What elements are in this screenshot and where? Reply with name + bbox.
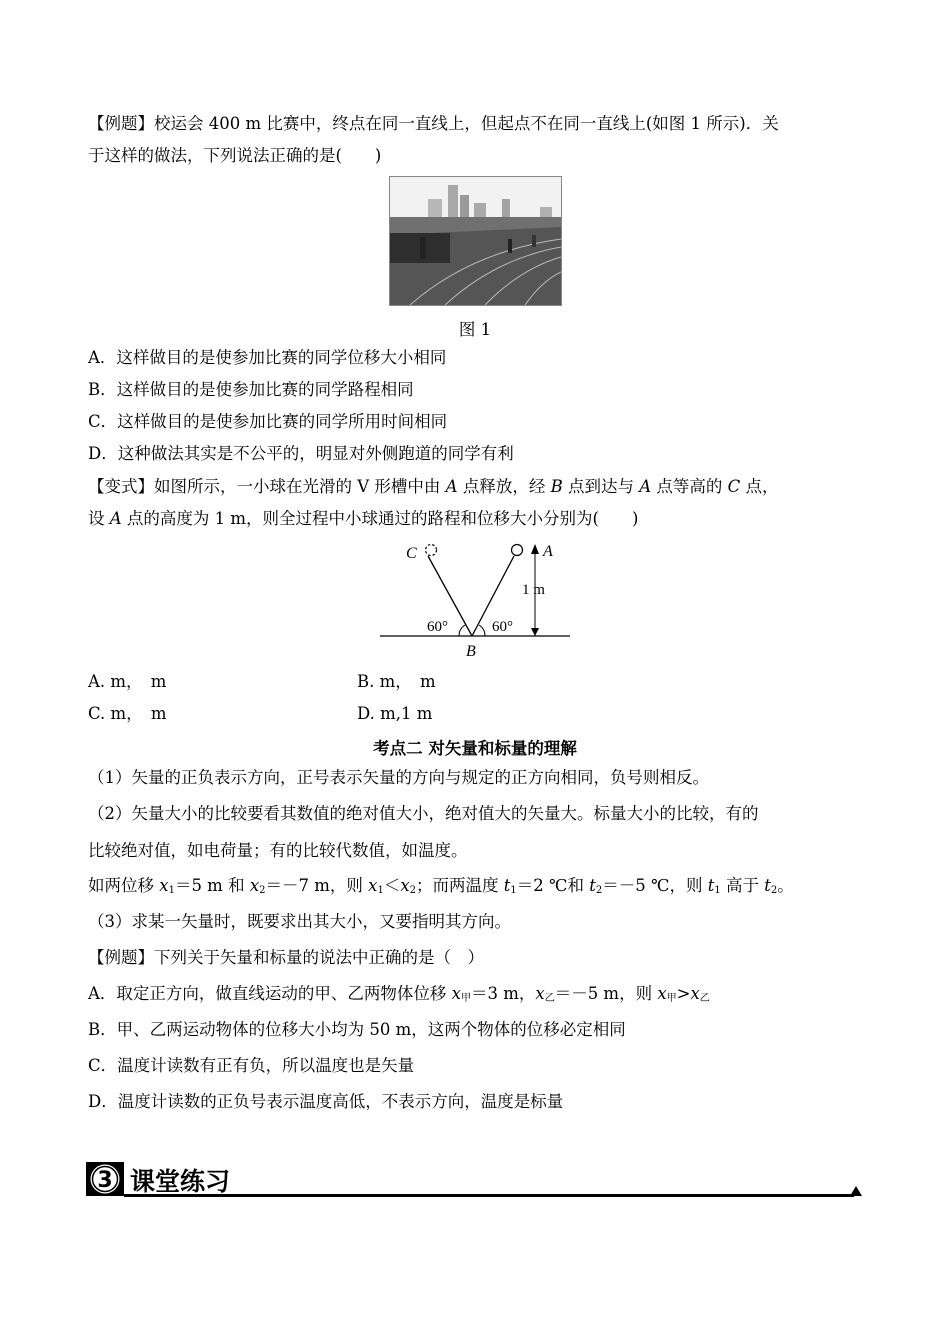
example2-option-b: B．甲、乙两运动物体的位移大小均为 50 m，这两个物体的位移必定相同: [88, 1020, 626, 1039]
variant-line1: 【变式】如图所示，一小球在光滑的 V 形槽中由 A 点释放，经 B 点到达与 A 点等高的 C 点，: [88, 477, 779, 496]
example1-line2: 于这样的做法，下列说法正确的是( ): [88, 146, 382, 165]
track-race-photo: [389, 176, 562, 306]
section2-title: 考点二 对矢量和标量的理解: [373, 739, 577, 758]
section3-title: 课堂练习: [130, 1167, 231, 1196]
example1-option-a: A．这样做目的是使参加比赛的同学位移大小相同: [88, 348, 447, 367]
label-b: B: [466, 643, 476, 660]
section2-point2b: 比较绝对值，如电荷量；有的比较代数值，如温度。: [88, 841, 468, 860]
example1-line1: 【例题】校运会 400 m 比赛中，终点在同一直线上，但起点不在同一直线上(如图 1 所示)．关: [88, 114, 779, 133]
variant-line2: 设 A 点的高度为 1 m，则全过程中小球通过的路程和位移大小分别为( ): [88, 509, 639, 528]
label-c: C: [406, 545, 417, 562]
section3-number: 3: [97, 1168, 113, 1193]
angle-right: 60°: [492, 619, 513, 635]
example2-option-d: D．温度计读数的正负号表示温度高低，不表示方向，温度是标量: [88, 1092, 564, 1111]
example2-option-a: A．取定正方向，做直线运动的甲、乙两物体位移 $x_甲=3$ m，$x_乙=-5$ m，则 $x_甲>x_乙$: [88, 984, 710, 1004]
example1-option-b: B．这样做目的是使参加比赛的同学路程相同: [88, 380, 414, 399]
variant-option-c: C. m， m: [88, 704, 167, 723]
label-a: A: [543, 543, 553, 560]
section2-point2a: （2）矢量大小的比较要看其数值的绝对值大小，绝对值大的矢量大。标量大小的比较，有的: [88, 804, 759, 823]
section2-point1: （1）矢量的正负表示方向，正号表示矢量的方向与规定的正方向相同，负号则相反。: [88, 768, 709, 787]
variant-option-a: A. m， m: [88, 672, 167, 691]
section3-header: [86, 1160, 866, 1200]
variant-option-b: B. m， m: [357, 672, 436, 691]
section2-example: 如两位移 $x_1=5$ m 和 $x_2=-7$ m，则 $x_1<x_2$；而两温度 $t_1=2$ ℃和 $t_2=-5$ ℃，则 $t_1$ 高于 $t_2$。: [88, 876, 794, 896]
angle-left: 60°: [427, 619, 448, 635]
height-label: 1 m: [522, 582, 545, 598]
example1-option-c: C．这样做目的是使参加比赛的同学所用时间相同: [88, 412, 448, 431]
figure-caption: 图 1: [458, 320, 492, 339]
example2-stem: 【例题】下列关于矢量和标量的说法中正确的是（ ）: [88, 948, 484, 967]
v-groove-diagram: [380, 538, 570, 662]
example2-option-c: C．温度计读数有正有负，所以温度也是矢量: [88, 1056, 415, 1075]
example1-option-d: D．这种做法其实是不公平的，明显对外侧跑道的同学有利: [88, 444, 514, 463]
section2-point3: （3）求某一矢量时，既要求出其大小，又要指明其方向。: [88, 912, 511, 931]
variant-option-d: D. m,1 m: [357, 704, 433, 723]
